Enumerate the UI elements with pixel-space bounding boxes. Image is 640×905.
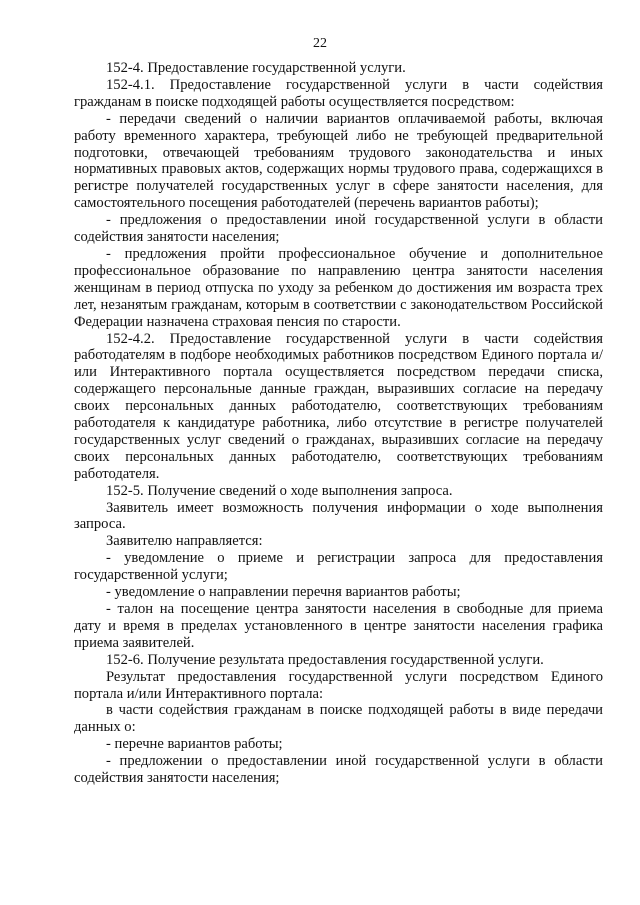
list-item-other-service: - предложения о предоставлении иной государственной услуги в области содействия занятости населения; [74,212,603,246]
paragraph-152-6-heading: 152-6. Получение результата предоставления государственной услуги. [106,651,544,668]
paragraph-status-info: Заявитель имеет возможность получения информации о ходе выполнения запроса. [74,499,603,533]
page-number: 22 [313,36,327,51]
paragraph-152-4-2: 152-4.2. Предоставление государственной услуги в части содействия работодателям в подборе необходимых работников посредством Единого портала и/или Интерактивного портала осуществляется посредством передачи списка, содержащего персональные данные граждан, выразивших согласие на передачу своих персональных данных работодателю, соответствующих требованиям работодателя к кандидатуре работника, либо отсутствие в регистре получателей государственных услуг сведений о гражданах, выразивших согласие на передачу своих персональных данных работодателю, соответствующих требованиям работодателя. [74,330,603,482]
paragraph-applicant-sent: Заявителю направляется: [106,533,263,550]
paragraph-job-search-part: в части содействия гражданам в поиске подходящей работы в виде передачи данных о: [74,702,603,736]
list-item-visit-ticket: - талон на посещение центра занятости населения в свободные для приема дату и время в пределах установленного в центре занятости населения графика приема заявителей. [74,601,603,651]
paragraph-152-5-heading: 152-5. Получение сведений о ходе выполнения запроса. [106,482,453,499]
list-item-job-list: - перечне вариантов работы; [106,736,283,753]
list-item-training-offer: - предложения пройти профессиональное обучение и дополнительное профессиональное образование по направлению центра занятости населения женщинам в период отпуска по уходу за ребенком до достижения им возраста трех лет, незанятым гражданам, которым в соответствии с законодательством Российской Федерации назначена страховая пенсия по старости. [74,245,603,330]
paragraph-result: Результат предоставления государственной услуги посредством Единого портала и/или Интерактивного портала: [74,668,603,702]
list-item-job-options: - передачи сведений о наличии вариантов оплачиваемой работы, включая работу временного характера, требующей либо не требующей предварительной подготовки, отвечающей требованиям трудового законодательства и иных нормативных правовых актов, содержащих нормы трудового права, содержащихся в регистре получателей государственных услуг в сфере занятости населения, для самостоятельного посещения работодателей (перечень вариантов работы); [74,110,603,212]
list-item-list-notice: - уведомление о направлении перечня вариантов работы; [106,584,461,601]
paragraph-152-4-1: 152-4.1. Предоставление государственной услуги в части содействия гражданам в поиске подходящей работы осуществляется посредством: [74,76,603,110]
list-item-receipt-notice: - уведомление о приеме и регистрации запроса для предоставления государственной услуги; [74,550,603,584]
list-item-other-service-offer: - предложении о предоставлении иной государственной услуги в области содействия занятости населения; [74,753,603,787]
document-body [74,60,603,787]
paragraph-152-4-heading: 152-4. Предоставление государственной услуги. [106,60,406,76]
